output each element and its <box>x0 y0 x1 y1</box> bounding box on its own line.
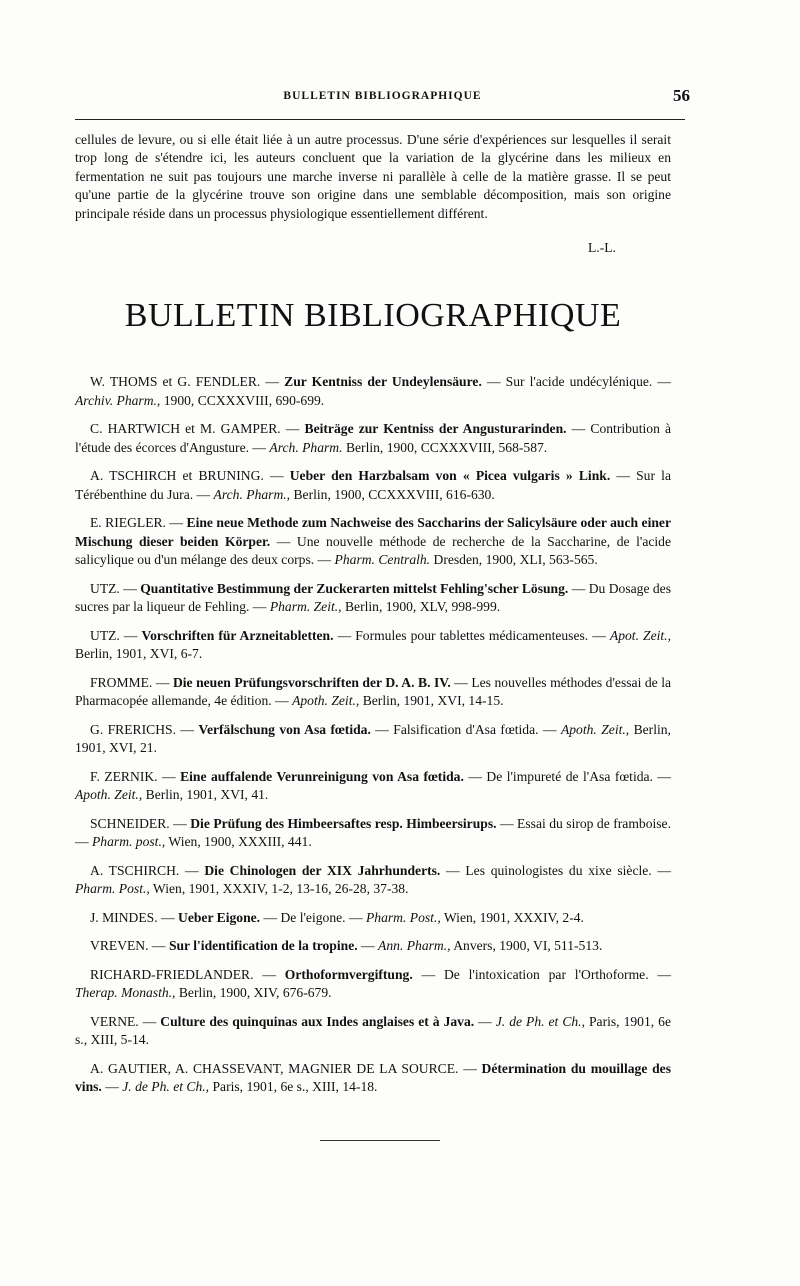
bibliography-entry <box>75 674 671 711</box>
entry-text: — De l'eigone. — <box>263 909 363 925</box>
entry-details: Berlin, 1901, XVI, 6-7. <box>75 646 203 661</box>
entry-title: Ueber Eigone. <box>178 909 261 925</box>
entry-authors: FROMME. — <box>90 674 170 690</box>
entry-title: Détermination du mouillage des vins. <box>75 1060 671 1094</box>
entry-details: Berlin, 1900, XLV, 998-999. <box>344 599 501 614</box>
bibliography-entry <box>75 627 671 664</box>
entry-details: Dresden, 1900, XLI, 563-565. <box>433 552 598 567</box>
entry-journal: Apot. Zeit., <box>609 627 671 643</box>
bibliography-entry <box>75 862 671 899</box>
entry-title: Quantitative Bestimmung der Zuckerarten mittelst Fehling'scher Lösung. <box>140 580 569 596</box>
entry-title: Zur Kentniss der Undeylensäure. <box>284 374 482 389</box>
entry-authors: C. HARTWICH et M. GAMPER. — <box>90 421 300 436</box>
entry-text: — Sur la Térébenthine du Jura. — <box>75 468 671 502</box>
entry-journal: Arch. Pharm. <box>269 439 343 455</box>
running-title: BULLETIN BIBLIOGRAPHIQUE <box>283 90 482 102</box>
entry-authors: RICHARD-FRIEDLANDER. — <box>90 966 276 982</box>
entry-text: — <box>361 938 375 953</box>
bibliography-entry <box>75 909 671 928</box>
running-head <box>75 88 690 112</box>
bibliography-entry <box>75 373 671 410</box>
entry-authors: UTZ. — <box>90 627 138 643</box>
entry-details: Berlin, 1900, XIV, 676-679. <box>178 985 332 1000</box>
entry-authors: F. ZERNIK. — <box>90 768 176 784</box>
bibliography-entry <box>75 815 671 852</box>
entry-journal: Therap. Monasth., <box>75 985 176 1000</box>
entry-title: Die Chinologen der XIX Jahrhunderts. <box>204 862 441 878</box>
bibliography-entry <box>75 937 671 956</box>
entry-authors: W. THOMS et G. FENDLER. — <box>90 374 280 389</box>
entry-title: Eine neue Methode zum Nachweise des Saccharins der Salicylsäure oder auch einer Mischung dieser beiden Körper. <box>75 515 671 549</box>
entry-details: Wien, 1900, XXXIII, 441. <box>168 834 312 849</box>
page-number: 56 <box>673 86 690 105</box>
entry-details: Berlin, 1901, XVI, 21. <box>75 721 671 755</box>
section-title: BULLETIN BIBLIOGRAPHIQUE <box>124 297 622 334</box>
entry-authors: E. RIEGLER. — <box>90 515 184 530</box>
bibliography-entry <box>75 1060 671 1097</box>
entry-text: — Du Dosage des sucres par la liqueur de Fehling. — <box>75 580 672 614</box>
entry-text: — Contribution à l'étude des écorces d'Angusture. — <box>75 421 672 455</box>
entry-title: Ueber den Harzbalsam von « Picea vulgaris » Link. <box>289 468 611 483</box>
entry-authors: A. GAUTIER, A. CHASSEVANT, MAGNIER DE LA SOURCE. — <box>90 1060 477 1076</box>
entry-text: — Les nouvelles méthodes d'essai de la Pharmacopée allemande, 4e édition. — <box>75 674 672 708</box>
entry-journal: Apoth. Zeit., <box>560 721 630 737</box>
entry-details: Berlin, 1901, XVI, 41. <box>145 787 269 802</box>
entry-authors: SCHNEIDER. — <box>90 815 187 831</box>
entry-details: Paris, 1901, 6e s., XIII, 14-18. <box>212 1079 378 1094</box>
bibliography-list <box>75 373 671 1107</box>
entry-title: Verfälschung von Asa fœtida. <box>198 721 371 737</box>
entry-details: Berlin, 1900, CCXXXVIII, 616-630. <box>293 486 495 502</box>
bibliography-entry <box>75 580 671 617</box>
entry-journal: Pharm. Post., <box>75 881 150 896</box>
entry-journal: Pharm. Centralh. <box>334 552 431 567</box>
entry-text: — <box>105 1079 119 1094</box>
entry-authors: UTZ. — <box>90 580 137 596</box>
entry-title: Eine auffalende Verunreinigung von Asa fœtida. <box>180 768 464 784</box>
entry-authors: J. MINDES. — <box>90 909 175 925</box>
entry-text: — Falsification d'Asa fœtida. — <box>375 721 557 737</box>
entry-text: — Essai du sirop de framboise. — <box>75 815 671 849</box>
entry-text: — De l'impureté de l'Asa fœtida. — <box>468 768 671 784</box>
author-signature: L.-L. <box>588 240 616 255</box>
entry-text: — Les quinologistes du xixe siècle. — <box>446 862 671 878</box>
entry-text: — Sur l'acide undécylénique. — <box>486 374 671 389</box>
bibliography-entry <box>75 966 671 1003</box>
entry-title: Sur l'identification de la tropine. <box>168 938 358 953</box>
entry-authors: VREVEN. — <box>90 938 166 953</box>
bibliography-entry <box>75 768 671 805</box>
entry-title: Die neuen Prüfungsvorschriften der D. A. B. IV. <box>172 674 451 690</box>
bibliography-entry <box>75 1013 671 1050</box>
entry-authors: A. TSCHIRCH et BRUNING. — <box>90 468 284 483</box>
entry-details: Paris, 1901, 6e s., XIII, 5-14. <box>75 1013 671 1047</box>
entry-journal: Apoth. Zeit., <box>75 787 143 802</box>
bibliography-entry <box>75 721 671 758</box>
entry-details: 1900, CCXXXVIII, 690-699. <box>163 392 325 408</box>
entry-details: Wien, 1901, XXXIV, 1-2, 13-16, 26-28, 37-38. <box>152 881 409 896</box>
entry-text: — <box>478 1013 492 1029</box>
entry-authors: G. FRERICHS. — <box>90 721 194 737</box>
entry-journal: J. de Ph. et Ch., <box>122 1079 210 1094</box>
entry-authors: A. TSCHIRCH. — <box>90 862 199 878</box>
header-rule <box>75 119 685 120</box>
entry-details: Wien, 1901, XXXIV, 2-4. <box>443 909 584 925</box>
entry-title: Die Prüfung des Himbeersaftes resp. Himbeersirups. <box>190 815 497 831</box>
entry-journal: Ann. Pharm., <box>378 938 451 953</box>
entry-details: Anvers, 1900, VI, 511-513. <box>453 938 603 953</box>
entry-title: Culture des quinquinas aux Indes anglaises et à Java. <box>160 1013 475 1029</box>
entry-details: Berlin, 1901, XVI, 14-15. <box>362 693 504 708</box>
entry-journal: Apoth. Zeit., <box>292 693 360 708</box>
entry-authors: VERNE. — <box>90 1013 157 1029</box>
entry-text: — Formules pour tablettes médicamenteuses. — <box>337 627 606 643</box>
bibliography-entry <box>75 420 671 457</box>
entry-journal: Pharm. Post., <box>365 909 441 925</box>
entry-details: Berlin, 1900, CCXXXVIII, 568-587. <box>345 439 548 455</box>
end-rule <box>320 1140 440 1141</box>
entry-title: Beiträge zur Kentniss der Angusturarinden. <box>304 421 567 436</box>
intro-paragraph <box>75 131 671 223</box>
entry-text: — Une nouvelle méthode de recherche de la Saccharine, de l'acide salicylique ou d'un mélange des deux corps. — <box>75 533 671 567</box>
bibliography-entry <box>75 467 671 504</box>
entry-title: Orthoformvergiftung. <box>284 966 413 982</box>
intro-text: cellules de levure, ou si elle était liée à un autre processus. D'une série d'expériences sur lesquelles il serait trop long de s'étendre ici, les auteurs concluent que la variation de la glycérine dans les milieux en fermentation ne suit pas toujours une marche inverse ni parallèle à celle de la matière grasse. Il se peut qu'une partie de la glycérine trouve son origine dans une semblable décomposition, mais son origine principale réside dans un processus physiologique essentiellement différent. <box>75 132 671 221</box>
entry-journal: Pharm. Zeit., <box>269 599 342 614</box>
entry-title: Vorschriften für Arzneitabletten. <box>141 627 334 643</box>
entry-journal: J. de Ph. et Ch., <box>495 1013 585 1029</box>
entry-journal: Pharm. post., <box>92 834 166 849</box>
bibliography-entry <box>75 514 671 570</box>
entry-journal: Arch. Pharm., <box>213 486 291 502</box>
entry-journal: Archiv. Pharm., <box>75 392 161 408</box>
entry-text: — De l'intoxication par l'Orthoforme. — <box>421 966 671 982</box>
